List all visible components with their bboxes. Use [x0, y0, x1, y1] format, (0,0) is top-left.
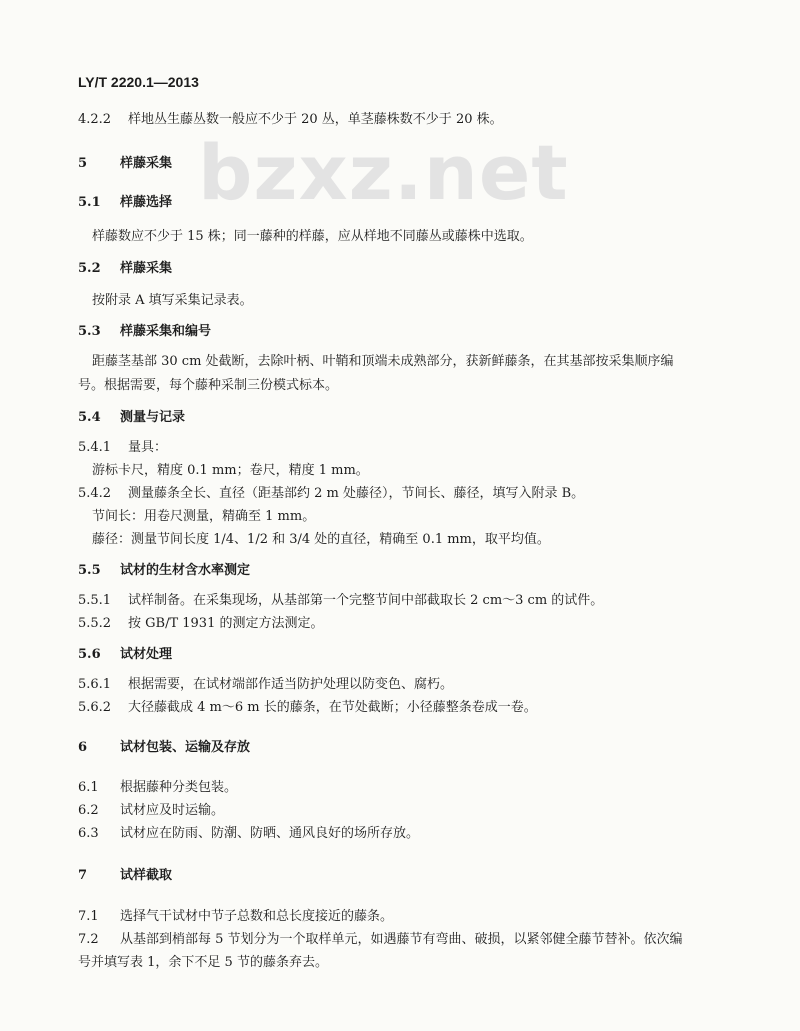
clause-number: 7.2 [78, 932, 99, 947]
section-number: 5 [78, 156, 88, 171]
clause-7-2 [78, 930, 683, 950]
clause-6-2 [78, 801, 224, 821]
clause-number: 7.1 [78, 909, 99, 924]
clause-5-4-1-detail: 游标卡尺，精度 0.1 mm；卷尺，精度 1 mm。 [92, 463, 369, 478]
section-title: 试材处理 [120, 647, 173, 662]
clause-text: 从基部到梢部每 5 节划分为一个取样单元，如遇藤节有弯曲、破损，以紧邻健全藤节替补。依次编 [120, 932, 683, 947]
clause-number: 5.4.1 [78, 440, 112, 455]
clause-text: 根据藤种分类包装。 [120, 780, 238, 795]
clause-5-4-1 [78, 438, 167, 458]
section-number: 5.5 [78, 563, 101, 578]
section-5-heading [78, 154, 172, 174]
section-number: 5.3 [78, 324, 101, 339]
clause-number: 5.5.1 [78, 593, 112, 608]
clause-number: 5.5.2 [78, 616, 112, 631]
clause-5-4-2-detail-1: 节间长：用卷尺测量，精确至 1 mm。 [92, 509, 316, 524]
section-number: 5.4 [78, 410, 101, 425]
paragraph-5-1: 样藤数应不少于 15 株；同一藤种的样藤，应从样地不同藤丛或藤株中选取。 [92, 229, 533, 244]
section-5-6-heading [78, 645, 172, 665]
clause-number: 6.3 [78, 826, 99, 841]
clause-5-4-2-detail-2: 藤径：测量节间长度 1/4、1/2 和 3/4 处的直径，精确至 0.1 mm，取平均值。 [92, 532, 550, 547]
section-number: 5.2 [78, 261, 101, 276]
standard-code-header: LY/T 2220.1—2013 [78, 74, 199, 90]
clause-5-6-2 [78, 698, 537, 718]
section-title: 样藤采集 [120, 156, 173, 171]
clause-5-6-1 [78, 675, 453, 695]
section-6-heading [78, 738, 250, 758]
section-number: 6 [78, 740, 88, 755]
clause-number: 5.4.2 [78, 486, 112, 501]
clause-text: 按 GB/T 1931 的测定方法测定。 [128, 616, 324, 631]
clause-text: 根据需要，在试材端部作适当防护处理以防变色、腐朽。 [128, 677, 454, 692]
clause-5-5-2 [78, 614, 323, 634]
section-title: 试材的生材含水率测定 [120, 563, 251, 578]
section-title: 测量与记录 [120, 410, 186, 425]
clause-5-5-1 [78, 591, 603, 611]
clause-number: 5.6.1 [78, 677, 112, 692]
paragraph-5-2: 按附录 A 填写采集记录表。 [92, 293, 253, 308]
paragraph-5-3-line1: 距藤茎基部 30 cm 处截断，去除叶柄、叶鞘和顶端未成熟部分，获新鲜藤条，在其基部按采集顺序编 [92, 354, 674, 369]
section-number: 5.1 [78, 195, 101, 210]
section-title: 样藤采集 [120, 261, 173, 276]
section-title: 试样截取 [120, 868, 173, 883]
clause-4-2-2 [78, 110, 503, 130]
section-number: 7 [78, 868, 88, 883]
watermark: bzxz.net [198, 128, 569, 217]
section-5-5-heading [78, 561, 250, 581]
clause-number: 5.6.2 [78, 700, 112, 715]
clause-6-3 [78, 824, 419, 844]
clause-6-1 [78, 778, 237, 798]
clause-5-4-2 [78, 484, 584, 504]
clause-text: 选择气干试材中节子总数和总长度接近的藤条。 [120, 909, 394, 924]
clause-7-1 [78, 907, 393, 927]
section-5-4-heading [78, 408, 185, 428]
section-number: 5.6 [78, 647, 101, 662]
section-5-2-heading [78, 259, 172, 279]
clause-number: 4.2.2 [78, 112, 112, 127]
paragraph-5-3-line2: 号。根据需要，每个藤种采制三份模式标本。 [78, 378, 339, 393]
clause-text: 样地丛生藤丛数一般应不少于 20 丛，单茎藤株数不少于 20 株。 [128, 112, 503, 127]
clause-text: 测量藤条全长、直径（距基部约 2 m 处藤径），节间长、藤径，填写入附录 B。 [128, 486, 585, 501]
clause-text: 试材应及时运输。 [120, 803, 225, 818]
clause-text: 试样制备。在采集现场，从基部第一个完整节间中部截取长 2 cm～3 cm 的试件。 [128, 593, 604, 608]
clause-text: 试材应在防雨、防潮、防晒、通风良好的场所存放。 [120, 826, 420, 841]
section-7-heading [78, 866, 172, 886]
clause-number: 6.2 [78, 803, 99, 818]
section-title: 试材包装、运输及存放 [120, 740, 251, 755]
clause-number: 6.1 [78, 780, 99, 795]
clause-text: 大径藤截成 4 m～6 m 长的藤条，在节处截断；小径藤整条卷成一卷。 [128, 700, 537, 715]
section-5-1-heading [78, 193, 172, 213]
section-title: 样藤选择 [120, 195, 173, 210]
clause-text: 量具： [128, 440, 168, 455]
section-title: 样藤采集和编号 [120, 324, 212, 339]
clause-7-2-continued: 号并填写表 1，余下不足 5 节的藤条弃去。 [78, 955, 328, 970]
section-5-3-heading [78, 322, 211, 342]
